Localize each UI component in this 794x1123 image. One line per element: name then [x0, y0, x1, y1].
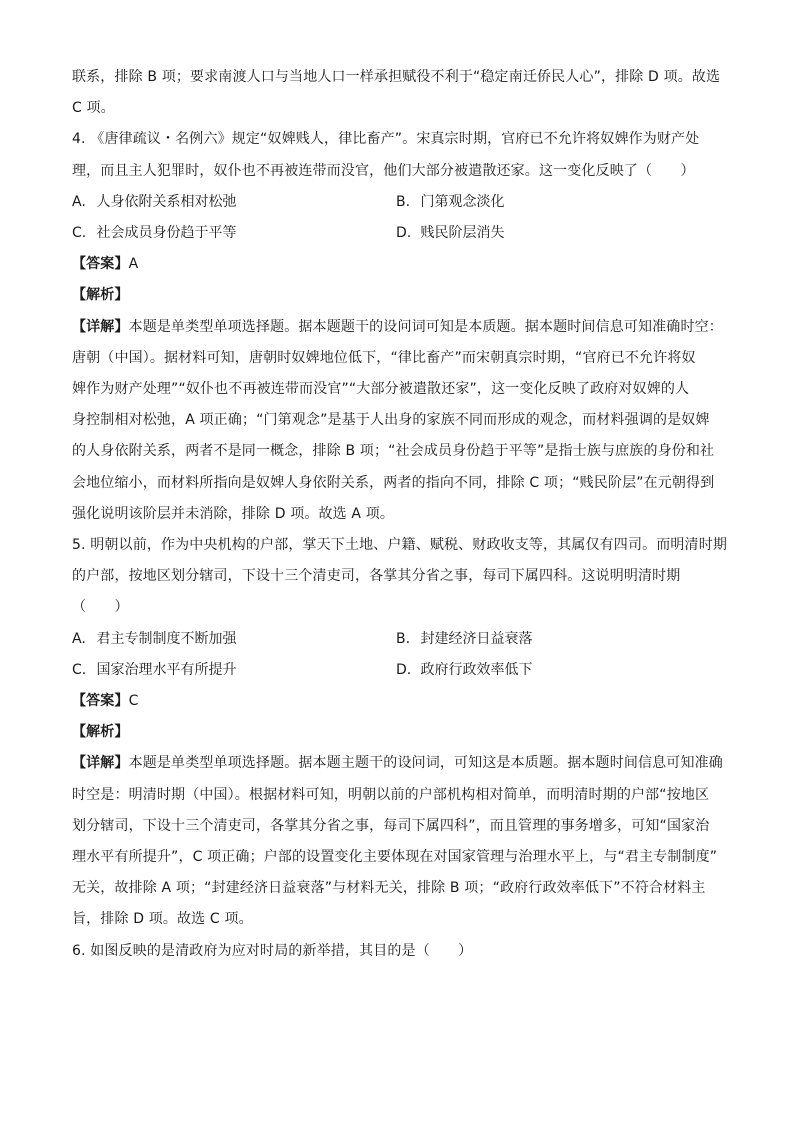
option-key: A.	[72, 193, 86, 210]
option-key: C.	[72, 661, 87, 678]
option-text: 政府行政效率低下	[420, 661, 533, 678]
options-row	[72, 655, 724, 686]
detail-line: 身控制相对松弛，A 项正确；“门第观念”是基于人出身的家族不同而形成的观念，而材料强调的是奴婢	[72, 412, 710, 429]
detail-line: 无关，故排除 A 项；“封建经济日益衰落”与材料无关，排除 B 项；“政府行政效率低下”不符合材料主	[72, 880, 706, 897]
detail-label: 【详解】	[72, 755, 129, 772]
option-text: 贱民阶层消失	[420, 225, 505, 242]
exam-page	[72, 62, 728, 967]
question-6	[72, 936, 724, 967]
detail-line: 唐朝（中国）。据材料可知，唐朝时奴婢地位低下，“律比畜产”而宋朝真宗时期，“官府已不允许将奴	[72, 349, 696, 366]
detail-text: 本题是单类型单项选择题。据本题主题干的设问词，可知这是本质题。据本题时间信息可知准确	[128, 755, 723, 772]
answer-value: A	[128, 256, 139, 273]
detail-line: 会地位缩小，而材料所指向是奴婢人身依附关系，两者的指向不同，排除 C 项；“贱民阶层”在元朝得到	[72, 474, 715, 491]
option-key: D.	[396, 225, 412, 242]
option-d	[396, 655, 720, 686]
detail-text: 本题是单类型单项选择题。据本题题干的设问词可知是本质题。据本题时间信息可知准确时空：	[128, 318, 723, 335]
detail-line: 划分辖司，下设十三个清吏司，各掌其分省之事，每司下属四科”，而且管理的事务增多，可知“国家治	[72, 817, 710, 834]
detail-line: 时空是：明清时期（中国）。根据材料可知，明朝以前的户部机构相对简单，而明清时期的户部“按地区	[72, 786, 710, 803]
detail-label: 【详解】	[72, 318, 129, 335]
option-b	[396, 187, 720, 218]
question-stem-line: 的户部，按地区划分辖司，下设十三个清吏司，各掌其分省之事，每司下属四科。这说明明清时期	[72, 568, 681, 585]
analysis-label: 【解析】	[72, 287, 129, 304]
option-text: 封建经济日益衰落	[420, 630, 533, 647]
question-stem-line: （ ）	[72, 599, 129, 616]
option-b	[396, 624, 720, 655]
answer-label: 【答案】	[72, 693, 129, 710]
detail-line: 强化说明该阶层并未消除，排除 D 项。故选 A 项。	[72, 505, 395, 522]
option-text: 君主专制制度不断加强	[96, 630, 237, 647]
analysis-label: 【解析】	[72, 724, 129, 741]
option-text: 人身依附关系相对松弛	[96, 193, 237, 210]
detail-line: 婢作为财产处理”“奴仆也不再被连带而没官”“大部分被遣散还家”，这一变化反映了政府对奴婢的人	[72, 381, 690, 398]
option-c	[72, 655, 396, 686]
option-d	[396, 218, 720, 249]
option-key: D.	[396, 661, 412, 678]
option-text: 国家治理水平有所提升	[96, 661, 237, 678]
detail-line	[72, 312, 724, 343]
options-row	[72, 187, 724, 218]
detail-line: 旨，排除 D 项。故选 C 项。	[72, 911, 253, 928]
question-stem-line: 4. 《唐律疏议・名例六》规定“奴婢贱人，律比畜产”。宋真宗时期，官府已不允许将奴婢作为财产处	[72, 131, 700, 148]
question-5	[72, 530, 728, 936]
answer-label: 【答案】	[72, 256, 129, 273]
option-key: B.	[396, 630, 411, 647]
option-a	[72, 187, 396, 218]
option-a	[72, 624, 396, 655]
option-key: A.	[72, 630, 86, 647]
answer-line	[72, 249, 724, 280]
answer-line	[72, 686, 724, 717]
previous-analysis-tail	[72, 62, 724, 124]
option-text: 社会成员身份趋于平等	[96, 225, 237, 242]
answer-value: C	[128, 693, 139, 710]
question-stem-line: 6. 如图反映的是清政府为应对时局的新举措，其目的是（ ）	[72, 942, 473, 959]
detail-line	[72, 748, 724, 779]
option-c	[72, 218, 396, 249]
question-stem-line: 理，而且主人犯罪时，奴仆也不再被连带而没官，他们大部分被遣散还家。这一变化反映了（ ）	[72, 162, 695, 179]
option-text: 门第观念淡化	[420, 193, 505, 210]
question-stem-line: 5. 明朝以前，作为中央机构的户部，掌天下土地、户籍、赋税、财政收支等，其属仅有四司。而明清时期	[72, 537, 728, 554]
option-key: C.	[72, 225, 87, 242]
detail-line: 的人身依附关系，两者不是同一概念，排除 B 项；“社会成员身份趋于平等”是指士族与庶族的身份和社	[72, 443, 715, 460]
text-line: C 项。	[72, 100, 115, 117]
text-line: 联系，排除 B 项；要求南渡人口与当地人口一样承担赋役不利于“稳定南迁侨民人心”，排除 D 项。故选	[72, 69, 721, 85]
options-row	[72, 218, 724, 249]
detail-line: 理水平有所提升”，C 项正确；户部的设置变化主要体现在对国家管理与治理水平上，与“君主专制制度”	[72, 849, 718, 866]
option-key: B.	[396, 193, 411, 210]
options-row	[72, 624, 724, 655]
question-4	[72, 124, 724, 530]
